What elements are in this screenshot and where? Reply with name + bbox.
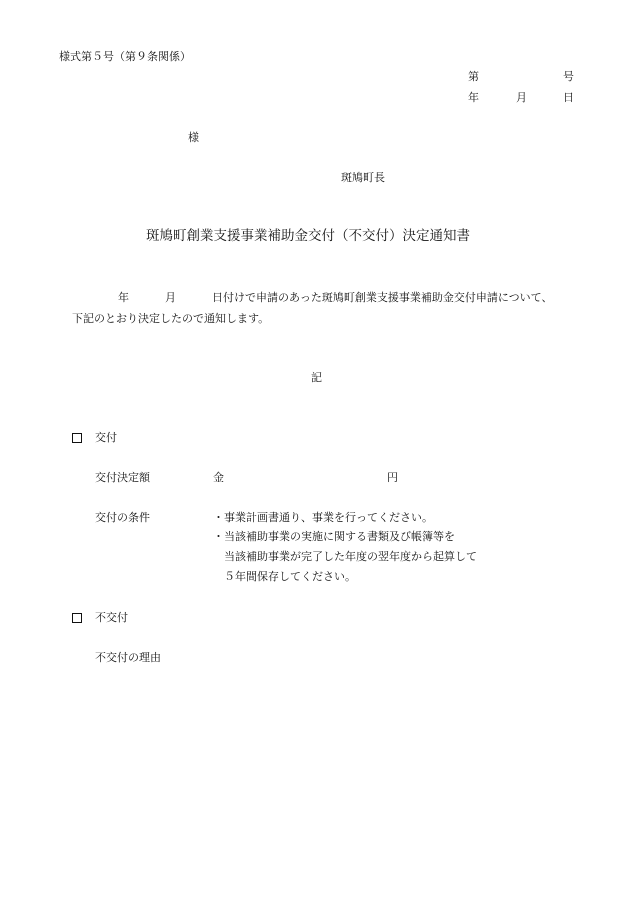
grant-amount-prefix: 金 bbox=[213, 471, 224, 484]
grant-label: 交付 bbox=[95, 431, 117, 444]
date-month: 月 bbox=[516, 91, 527, 104]
body-month: 月 bbox=[165, 291, 176, 304]
body-year: 年 bbox=[118, 291, 129, 304]
date-day: 日 bbox=[563, 91, 574, 104]
body-line-1: 日付けで申請のあった斑鳩町創業支援事業補助金交付申請について、 bbox=[212, 291, 553, 304]
non-grant-checkbox[interactable] bbox=[72, 613, 82, 623]
recipient-honorific: 様 bbox=[188, 131, 199, 144]
non-grant-label: 不交付 bbox=[95, 611, 128, 624]
grant-condition-3: 当該補助事業が完了した年度の翌年度から起算して bbox=[224, 550, 477, 563]
form-id: 様式第５号（第９条関係） bbox=[59, 50, 191, 63]
grant-condition-1: ・事業計画書通り、事業を行ってください。 bbox=[213, 511, 433, 524]
grant-conditions-label: 交付の条件 bbox=[95, 511, 150, 524]
grant-amount-label: 交付決定額 bbox=[95, 471, 150, 484]
document-title: 斑鳩町創業支援事業補助金交付（不交付）決定通知書 bbox=[146, 228, 470, 244]
date-year: 年 bbox=[468, 91, 479, 104]
sender-name: 斑鳩町長 bbox=[341, 171, 385, 184]
document-number-prefix: 第 bbox=[468, 70, 479, 83]
document-number-suffix: 号 bbox=[563, 70, 574, 83]
ki-marker: 記 bbox=[311, 371, 322, 384]
non-grant-reason-label: 不交付の理由 bbox=[95, 651, 161, 664]
grant-amount-suffix: 円 bbox=[387, 471, 398, 484]
grant-condition-4: ５年間保存してください。 bbox=[224, 570, 356, 583]
grant-checkbox[interactable] bbox=[72, 433, 82, 443]
body-line-2: 下記のとおり決定したので通知します。 bbox=[72, 312, 270, 325]
grant-condition-2: ・当該補助事業の実施に関する書類及び帳簿等を bbox=[213, 530, 455, 543]
